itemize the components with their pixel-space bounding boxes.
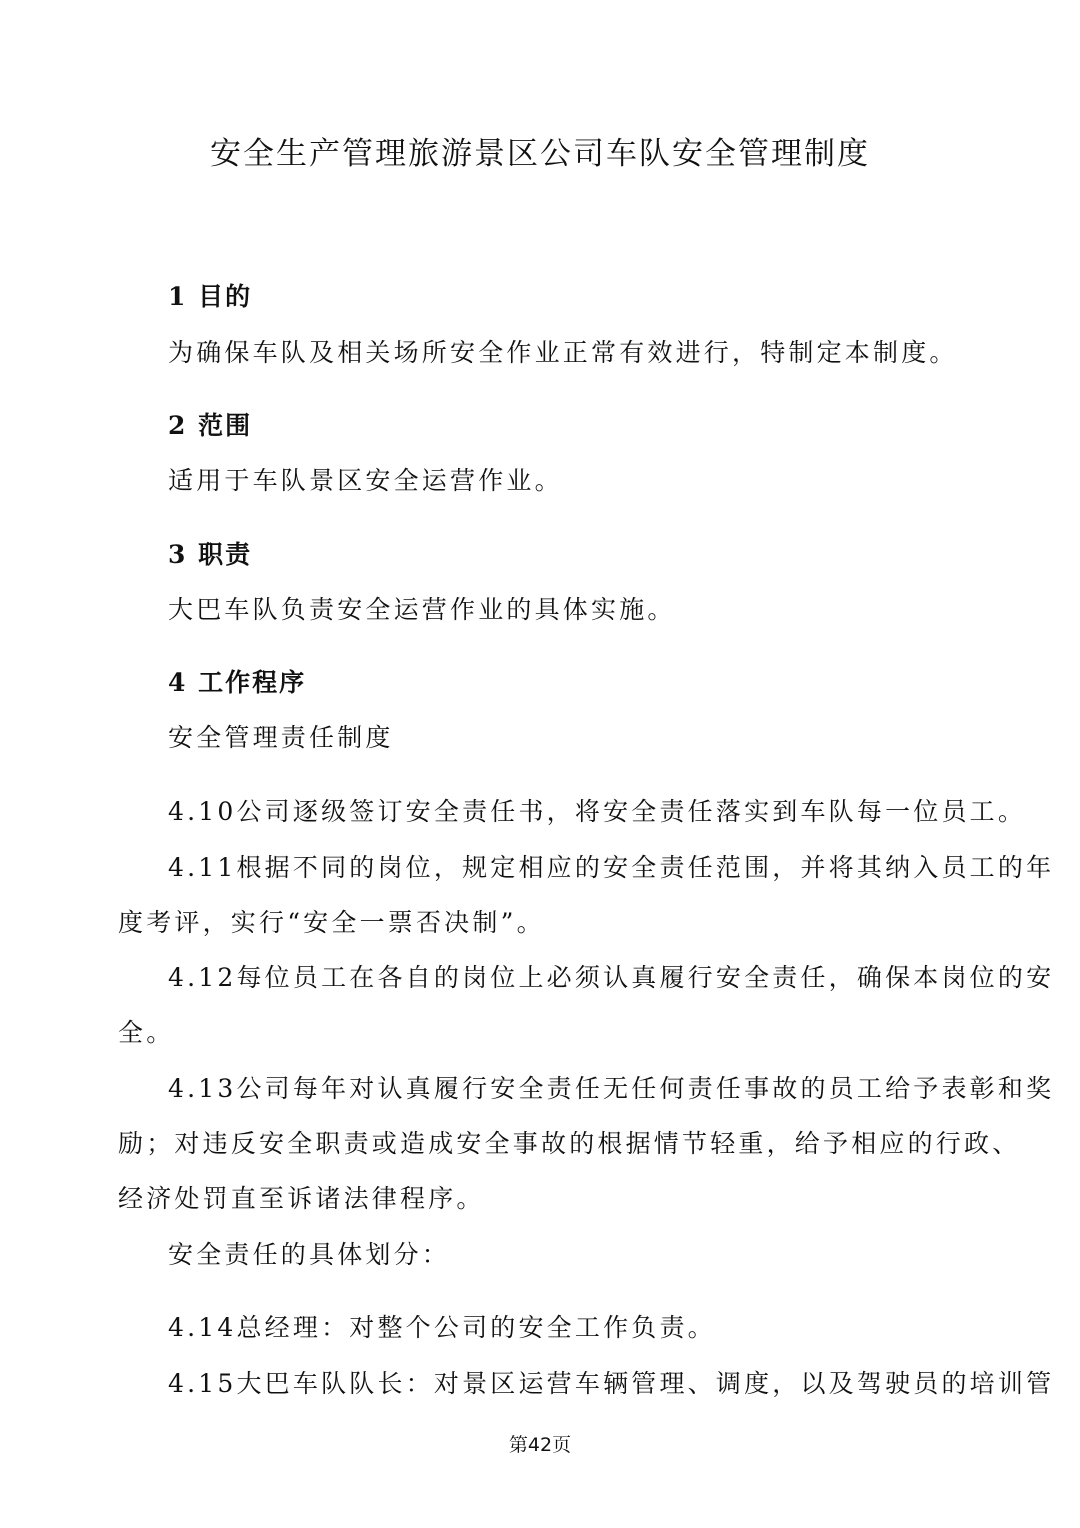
clause-4-13-line-1: 4.13公司每年对认真履行安全责任无任何责任事故的员工给予表彰和奖 <box>168 1074 1055 1103</box>
clause-4-11-line-2: 度考评，实行“安全一票否决制”。 <box>118 908 545 937</box>
section-2-heading: 2 范围 <box>168 411 253 440</box>
section-1-heading: 1 目的 <box>168 282 253 311</box>
section-3-heading: 3 职责 <box>168 540 253 569</box>
clause-4-15-line-1: 4.15大巴车队队长：对景区运营车辆管理、调度，以及驾驶员的培训管 <box>168 1369 1055 1398</box>
clause-4-14: 4.14总经理：对整个公司的安全工作负责。 <box>168 1313 716 1342</box>
clause-4-13-line-2: 励；对违反安全职责或造成安全事故的根据情节轻重，给予相应的行政、 <box>118 1129 1021 1158</box>
section-1-body: 为确保车队及相关场所安全作业正常有效进行，特制定本制度。 <box>168 338 958 367</box>
section-3-body: 大巴车队负责安全运营作业的具体实施。 <box>168 595 676 624</box>
page-number: 第42页 <box>508 1434 572 1456</box>
clause-4-13-line-3: 经济处罚直至诉诸法律程序。 <box>118 1184 485 1213</box>
clause-4-11-line-1: 4.11根据不同的岗位，规定相应的安全责任范围，并将其纳入员工的年 <box>168 853 1055 882</box>
clause-4-10: 4.10公司逐级签订安全责任书，将安全责任落实到车队每一位员工。 <box>168 797 1027 826</box>
division-heading: 安全责任的具体划分： <box>168 1240 451 1269</box>
section-2-body: 适用于车队景区安全运营作业。 <box>168 466 563 495</box>
section-4-subheading: 安全管理责任制度 <box>168 723 394 752</box>
clause-4-12-line-2: 全。 <box>118 1018 175 1047</box>
section-4-heading: 4 工作程序 <box>168 668 307 697</box>
document-title: 安全生产管理旅游景区公司车队安全管理制度 <box>210 136 870 172</box>
clause-4-12-line-1: 4.12每位员工在各自的岗位上必须认真履行安全责任，确保本岗位的安 <box>168 963 1055 992</box>
